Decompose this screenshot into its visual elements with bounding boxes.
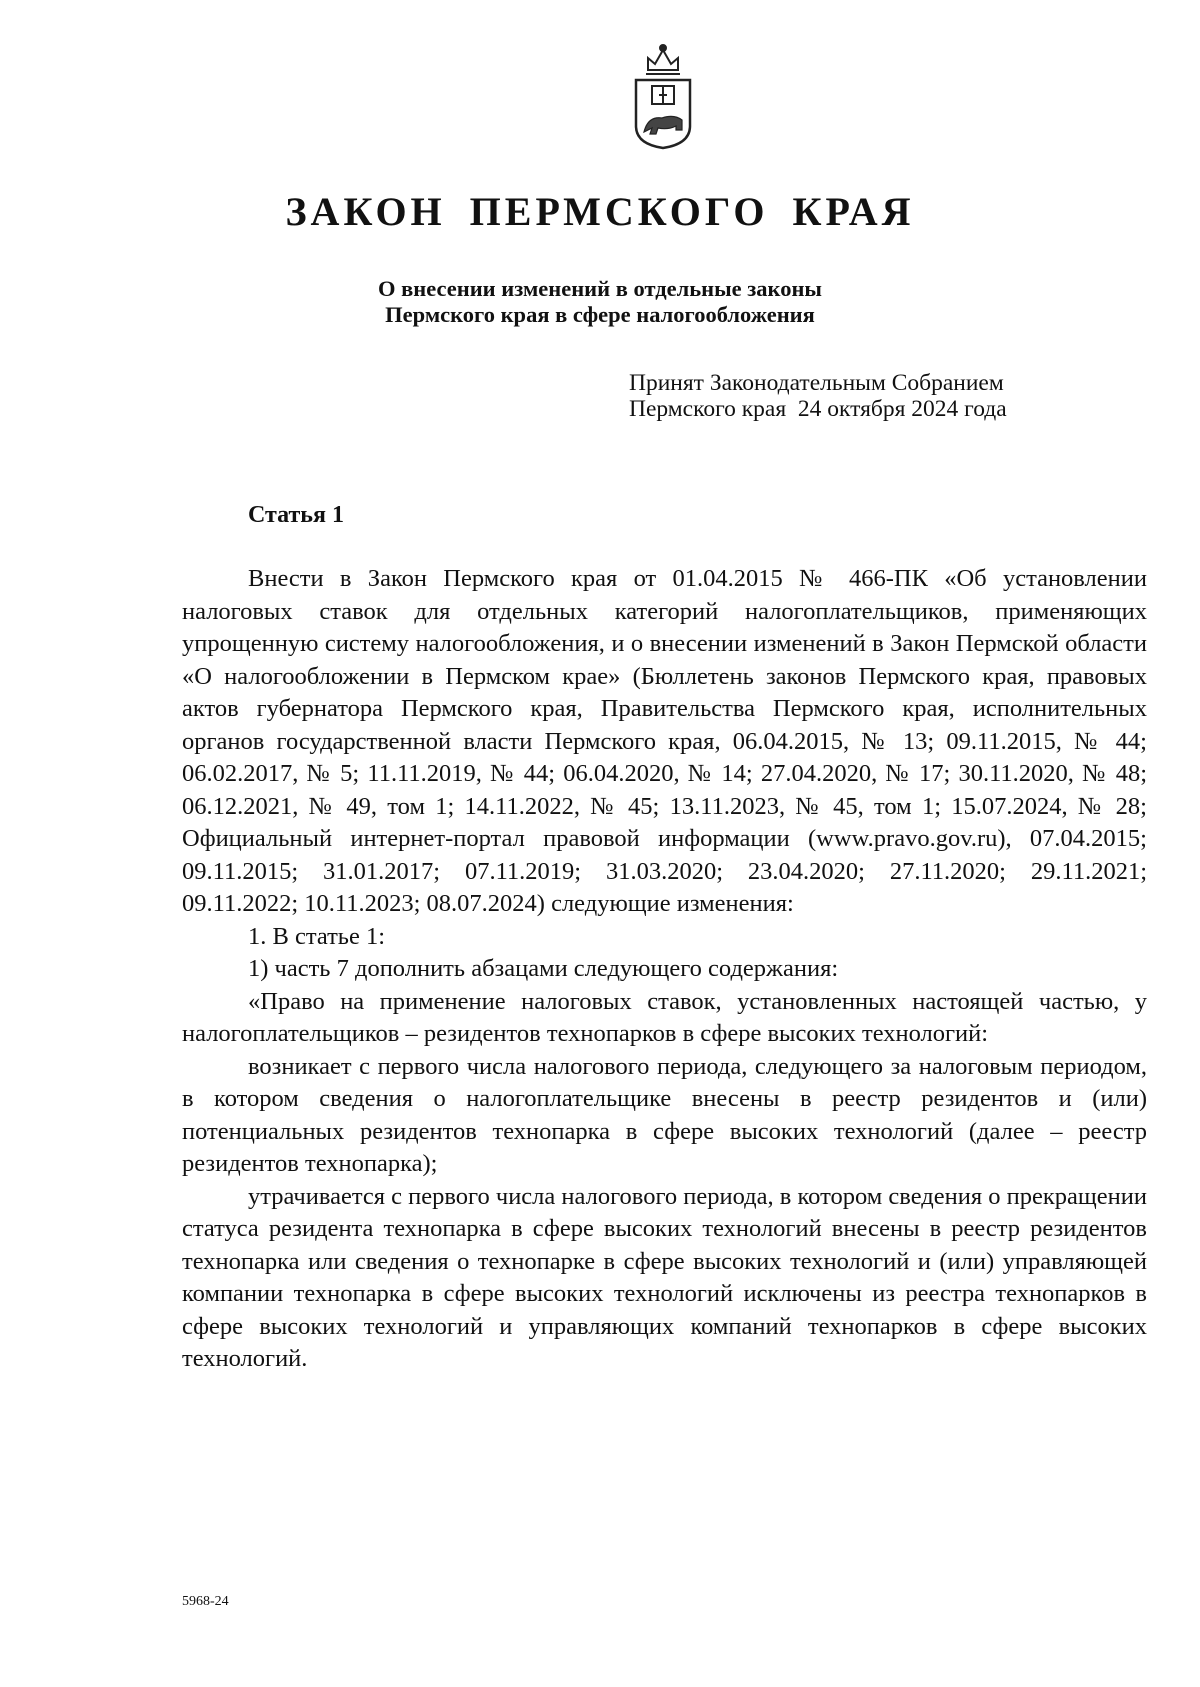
adoption-line-1: Принят Законодательным Собранием bbox=[629, 370, 1004, 396]
perm-krai-coat-of-arms-icon bbox=[628, 40, 698, 152]
law-title: ЗАКОН ПЕРМСКОГО КРАЯ bbox=[285, 189, 915, 234]
paragraph: Внести в Закон Пермского края от 01.04.2015 № 466-ПК «Об установлении налоговых ставок для отдельных категорий налогоплательщиков, применяющих упрощенную систему налогообложения, и о внесении изменений в Закон Пермской области «О налогообложении в Пермском крае» (Бюллетень законов Пермского края, правовых актов губернатора Пермского края, Правительства Пермского края, исполнительных органов государственной власти Пермского края, 06.04.2015, № 13; 09.11.2015, № 44; 06.02.2017, № 5; 11.11.2019, № 44; 06.04.2020, № 14; 27.04.2020, № 17; 30.11.2020, № 48; 06.12.2021, № 49, том 1; 14.11.2022, № 45; 13.11.2023, № 45, том 1; 15.07.2024, № 28; Официальный интернет-портал правовой информации (www.pravo.gov.ru), 07.04.2015; 09.11.2015; 31.01.2017; 07.11.2019; 31.03.2020; 23.04.2020; 27.11.2020; 29.11.2021; 09.11.2022; 10.11.2023; 08.07.2024) следующие изменения: bbox=[182, 565, 1147, 917]
article-body bbox=[182, 563, 1147, 1376]
paragraph: 1. В статье 1: bbox=[248, 922, 386, 950]
paragraph: 1) часть 7 дополнить абзацами следующего содержания: bbox=[248, 955, 839, 982]
paragraph: утрачивается с первого числа налогового периода, в котором сведения о прекращении статуса резидента технопарка в сфере высоких технологий внесены в реестр резидентов технопарка или сведения о технопарке в сфере высоких технологий и (или) управляющей компании технопарка в сфере высоких технологий исключены из реестра технопарков в сфере высоких технологий и управляющих компаний технопарков в сфере высоких технологий. bbox=[182, 1182, 1147, 1372]
law-subtitle bbox=[0, 276, 1200, 328]
article-heading: Статья 1 bbox=[248, 502, 344, 528]
paragraph: возникает с первого числа налогового периода, следующего за налоговым периодом, в котором сведения о налогоплательщике внесены в реестр резидентов и (или) потенциальных резидентов технопарка в сфере высоких технологий (далее – реестр резидентов технопарка); bbox=[182, 1052, 1147, 1177]
adoption-note bbox=[629, 370, 1109, 422]
adoption-line-2: Пермского края 24 октября 2024 года bbox=[629, 396, 1007, 422]
document-number: 5968-24 bbox=[182, 1594, 229, 1609]
paragraph: «Право на применение налоговых ставок, установленных настоящей частью, у налогоплательщиков – резидентов технопарков в сфере высоких технологий: bbox=[182, 987, 1147, 1047]
subtitle-line-2: Пермского края в сфере налогообложения bbox=[385, 302, 815, 327]
subtitle-line-1: О внесении изменений в отдельные законы bbox=[378, 276, 822, 301]
